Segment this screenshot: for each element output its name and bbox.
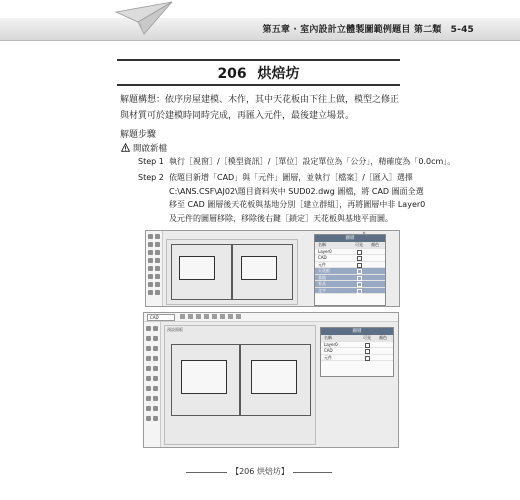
column-name: 名稱 [318,242,326,247]
circle-tool-icon[interactable] [153,346,158,351]
line-tool-icon[interactable] [148,242,153,247]
toolbar-button-icon[interactable] [196,314,201,319]
layers-panel-title: 圖層 [321,328,393,335]
intro-line-1: 解題構想：依序房屋建模、木作，其中天花板由下往上做，模型之修正 [120,95,400,105]
step-2-label: Step 2 [138,173,164,182]
line-tool-icon[interactable] [146,336,151,341]
ceiling-plan [179,256,215,280]
visible-checkbox[interactable] [357,269,362,274]
toolbar-button-icon[interactable] [212,314,217,319]
footer-text-value: 206 烘焙坊 [239,467,281,476]
rotate-tool-icon[interactable] [148,266,153,271]
zoom-tool-icon[interactable] [155,290,160,295]
drawing-canvas[interactable] [164,325,316,445]
offset-tool-icon[interactable] [148,274,153,279]
column-color: 顏色 [379,335,387,340]
push-pull-tool-icon[interactable] [146,356,151,361]
screenshot-1 [145,230,400,307]
move-tool-icon[interactable] [155,258,160,263]
layer-name: 基地 [318,274,326,280]
section-tool-icon[interactable] [146,406,151,411]
move-tool-icon[interactable] [153,356,158,361]
visible-checkbox[interactable] [357,282,362,287]
title-number: 206 [217,66,247,82]
cad-frame-divider [231,244,233,300]
layer-name: 天花板 [318,268,330,273]
select-tool-icon[interactable] [146,326,151,331]
layer-row[interactable] [315,288,385,295]
select-tool-icon[interactable] [148,234,153,239]
tape-tool-icon[interactable] [153,376,158,381]
layer-name: Layer0 [318,248,332,254]
top-toolbar [144,313,398,322]
layer-name: 元件 [324,354,332,360]
screenshot-2 [143,312,399,448]
axes-tool-icon[interactable] [146,416,151,421]
paper-plane-logo-icon [114,0,174,40]
layer-name: CAD [324,348,333,353]
tool-palette [144,322,161,447]
push-pull-tool-icon[interactable] [148,258,153,263]
chapter-header: 第五章 ‧ 室內設計立體製圖範例題目 第二類 5-45 [262,25,474,35]
paint-tool-icon[interactable] [146,386,151,391]
tool-palette [146,231,163,306]
title-rule-top [117,59,400,61]
layer-select[interactable]: CAD [147,314,175,321]
orbit-tool-icon[interactable] [155,282,160,287]
page-footer [0,466,520,477]
layer-name: 家具 [318,281,326,286]
toolbar-button-icon[interactable] [220,314,225,319]
scale-tool-icon[interactable] [153,366,158,371]
intro-line-2: 與材質可於建模時同時完成，再匯入元件，最後建立場景。 [120,111,355,121]
offset-tool-icon[interactable] [146,376,151,381]
pan-tool-icon[interactable] [148,290,153,295]
cad-frame-divider [239,344,241,416]
visible-checkbox[interactable] [357,263,362,268]
layers-panel [314,234,386,306]
pan-tool-icon[interactable] [146,396,151,401]
layer-row[interactable] [321,355,393,362]
step-2-line-4: 及元件的圖層移除，移除後右鍵［鎖定］天花板與基地平面圖。 [169,213,393,223]
step-2-line-2: C:\ANS.CSF\AJ02\題目資料夾中 SUD02.dwg 圖檔，將 CAD 圖面全選 [169,186,424,196]
toolbar-button-icon[interactable] [180,314,185,319]
footer-text: 【206 烘焙坊】 [227,467,293,476]
warning-triangle-icon [121,143,130,152]
circle-tool-icon[interactable] [155,250,160,255]
zoom-tool-icon[interactable] [153,396,158,401]
column-visible: 可見 [363,335,371,340]
title-name: 烘焙坊 [257,66,300,82]
visible-checkbox[interactable] [365,349,370,354]
column-visible: 可見 [355,242,363,247]
site-plan [251,360,297,394]
rectangle-tool-icon[interactable] [148,250,153,255]
paint-tool-icon[interactable] [148,282,153,287]
visible-checkbox[interactable] [365,343,370,348]
toolbar-button-icon[interactable] [236,314,241,319]
step-2-line-3: 移至 CAD 圖層後天花板與基地分別［建立群組］，再將圖層中非 Layer0 [169,200,426,209]
rotate-tool-icon[interactable] [146,366,151,371]
tape-tool-icon[interactable] [155,274,160,279]
tray-label: 預設面板 [167,327,183,332]
visible-checkbox[interactable] [357,250,362,255]
visible-checkbox[interactable] [357,289,362,294]
step-1-text: 執行［視窗］/［模型資訊］/［單位］設定單位為「公分」，精確度為「0.0cm」。 [169,157,456,166]
section-label: 開啟新檔 [133,144,168,154]
arc-tool-icon[interactable] [153,336,158,341]
title-rule-bottom [117,84,400,86]
visible-checkbox[interactable] [357,276,362,281]
visible-checkbox[interactable] [365,356,370,361]
visible-checkbox[interactable] [357,256,362,261]
layers-panel-title: 圖層 [315,235,385,242]
layer-name: 元件 [318,261,326,267]
rectangle-tool-icon[interactable] [146,346,151,351]
steps-heading: 解題步驟 [120,130,157,140]
toolbar-button-icon[interactable] [228,314,233,319]
scale-tool-icon[interactable] [155,266,160,271]
orbit-tool-icon[interactable] [153,386,158,391]
toolbar-button-icon[interactable] [204,314,209,319]
page-title [117,63,400,83]
layer-name: Layer0 [324,341,338,347]
layer-name: CAD [318,255,327,260]
text-tool-icon[interactable] [153,406,158,411]
ceiling-plan [181,360,227,394]
cursor-pointer-icon: ↖ [362,230,368,238]
toolbar-button-icon[interactable] [188,314,193,319]
step-1-label: Step 1 [138,157,164,166]
arc-tool-icon[interactable] [155,242,160,247]
walk-tool-icon[interactable] [153,416,158,421]
eraser-tool-icon[interactable] [153,326,158,331]
site-plan [241,256,277,280]
step-2-line-1: 依題目新增「CAD」與「元件」圖層，並執行［檔案］/［匯入］選擇 [169,173,413,182]
drawing-canvas[interactable] [166,239,298,305]
eraser-tool-icon[interactable] [155,234,160,239]
layer-name: 文字 [318,287,326,293]
column-color: 顏色 [371,242,379,247]
layers-panel [320,327,394,377]
column-name: 名稱 [324,335,332,340]
